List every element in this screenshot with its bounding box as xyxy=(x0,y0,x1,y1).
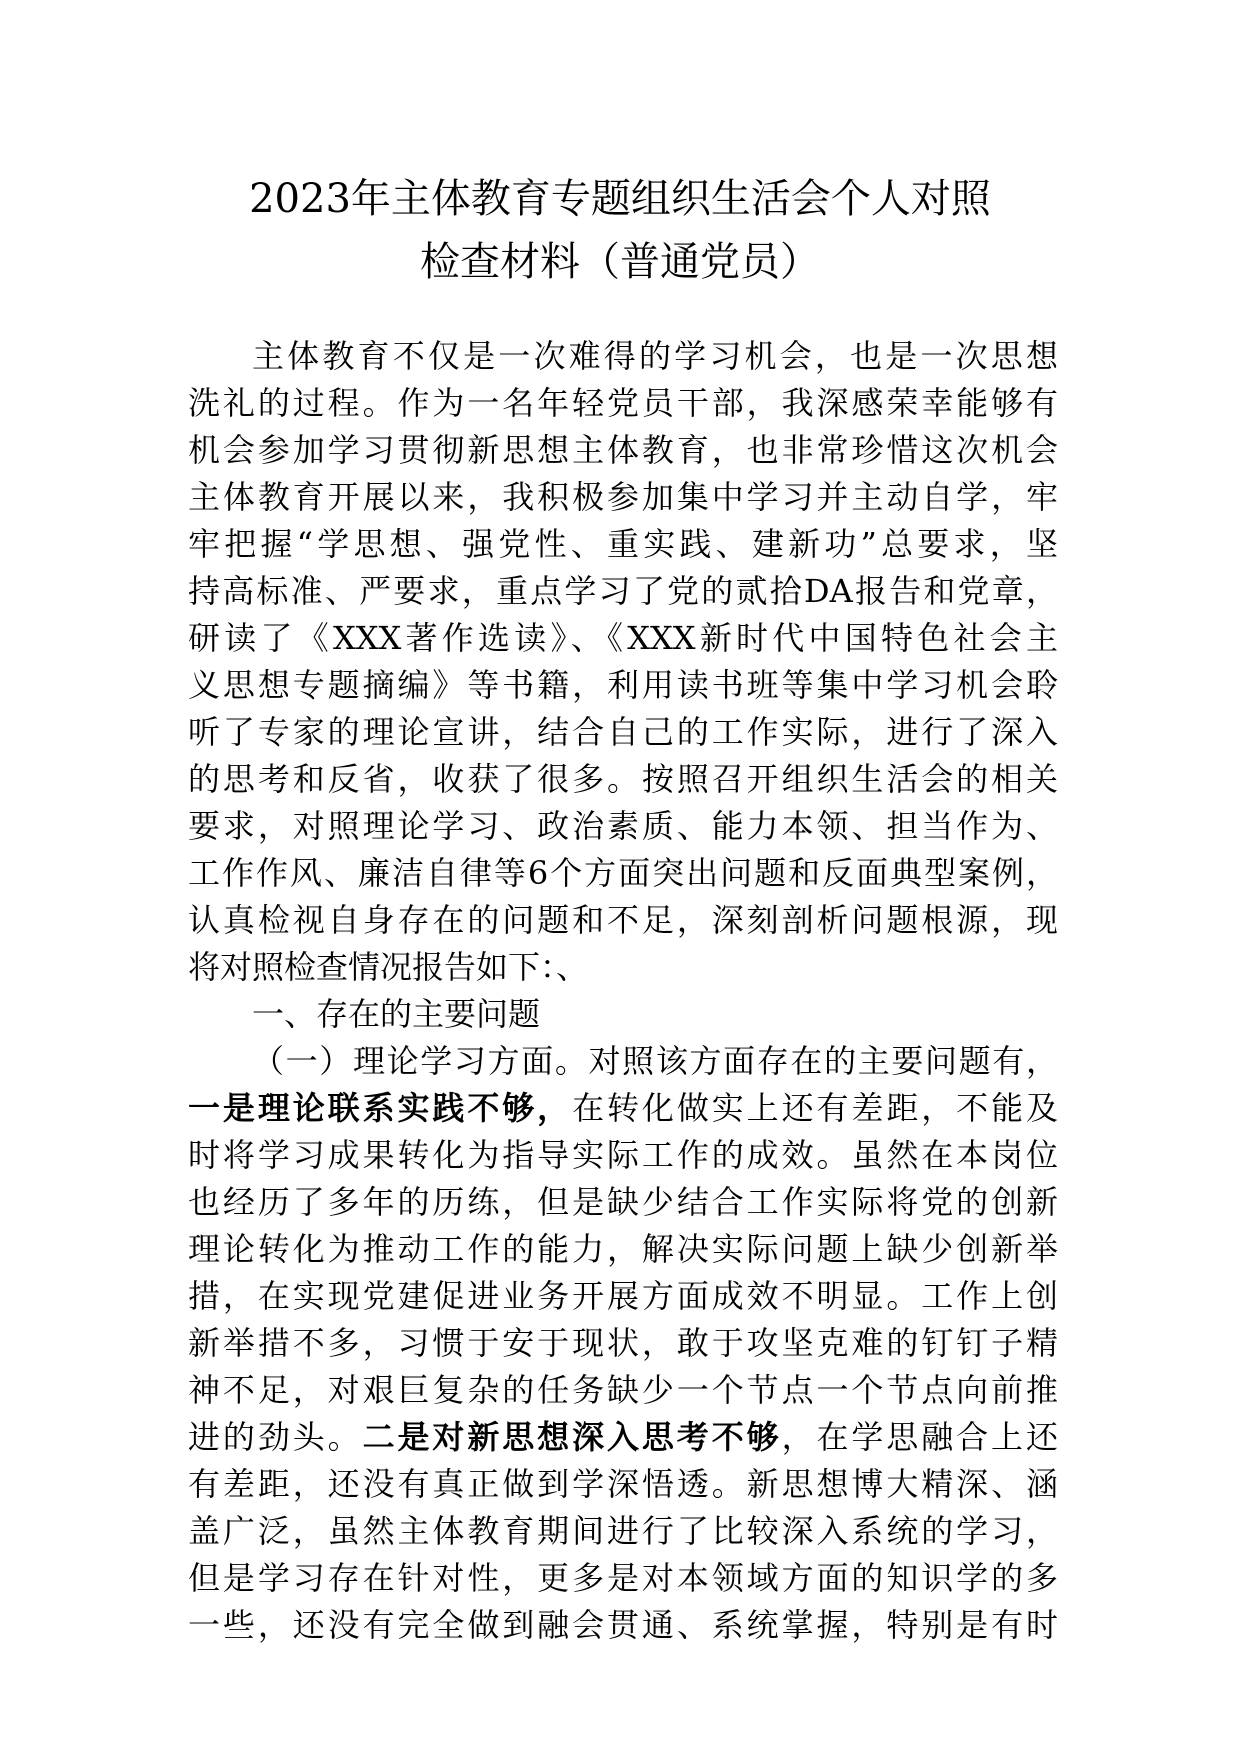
body-line: 进的劲头。二是对新思想深入思考不够，在学思融合上还 xyxy=(188,1418,1058,1456)
body-line: 措，在实现党建促进业务开展方面成效不明显。工作上创 xyxy=(188,1277,1058,1315)
body-line: 但是学习存在针对性，更多是对本领域方面的知识学的多 xyxy=(188,1559,1058,1597)
body-line: 研读了《XXX著作选读》、《XXX新时代中国特色社会主 xyxy=(188,619,1058,657)
body-line: 义思想专题摘编》等书籍，利用读书班等集中学习机会聆 xyxy=(188,666,1058,704)
body-line: 主体教育不仅是一次难得的学习机会，也是一次思想 xyxy=(252,337,1058,375)
body-line: 也经历了多年的历练，但是缺少结合工作实际将党的创新 xyxy=(188,1183,1058,1221)
section-heading: 一、存在的主要问题 xyxy=(252,995,541,1033)
body-line: 要求，对照理论学习、政治素质、能力本领、担当作为、 xyxy=(188,807,1058,845)
body-line: 工作作风、廉洁自律等6个方面突出问题和反面典型案例， xyxy=(188,854,1058,892)
body-line: 牢把握“学思想、强党性、重实践、建新功”总要求，坚 xyxy=(188,525,1058,563)
body-line: 听了专家的理论宣讲，结合自己的工作实际，进行了深入 xyxy=(188,713,1058,751)
document-body xyxy=(188,333,1058,1649)
body-line: 有差距，还没有真正做到学深悟透。新思想博大精深、涵 xyxy=(188,1465,1058,1503)
body-line: 神不足，对艰巨复杂的任务缺少一个节点一个节点向前推 xyxy=(188,1371,1058,1409)
body-line: 一是理论联系实践不够，在转化做实上还有差距，不能及 xyxy=(188,1089,1058,1127)
document-title-line-1: 2023年主体教育专题组织生活会个人对照 xyxy=(249,176,991,222)
body-line: 时将学习成果转化为指导实际工作的成效。虽然在本岗位 xyxy=(188,1136,1058,1174)
body-line: 将对照检查情况报告如下：、 xyxy=(188,948,589,986)
body-line: 盖广泛，虽然主体教育期间进行了比较深入系统的学习， xyxy=(188,1512,1058,1550)
body-line: 新举措不多，习惯于安于现状，敢于攻坚克难的钉钉子精 xyxy=(188,1324,1058,1362)
body-line: 的思考和反省，收获了很多。按照召开组织生活会的相关 xyxy=(188,760,1058,798)
document-title-line-2: 检查材料（普通党员） xyxy=(420,239,820,285)
subsection-heading: （一）理论学习方面。对照该方面存在的主要问题有， xyxy=(252,1042,1058,1080)
body-line: 主体教育开展以来，我积极参加集中学习并主动自学，牢 xyxy=(188,478,1058,516)
emphasis-text: 一是理论联系实践不够， xyxy=(188,1089,573,1127)
emphasis-text: 二是对新思想深入思考不够 xyxy=(362,1418,782,1456)
body-line: 理论转化为推动工作的能力，解决实际问题上缺少创新举 xyxy=(188,1230,1058,1268)
body-line: 洗礼的过程。作为一名年轻党员干部，我深感荣幸能够有 xyxy=(188,384,1058,422)
body-line: 持高标准、严要求，重点学习了党的贰拾DA报告和党章， xyxy=(188,572,1058,610)
body-line: 机会参加学习贯彻新思想主体教育，也非常珍惜这次机会 xyxy=(188,431,1058,469)
body-line: 一些，还没有完全做到融会贯通、系统掌握，特别是有时 xyxy=(188,1606,1058,1644)
body-line: 认真检视自身存在的问题和不足，深刻剖析问题根源，现 xyxy=(188,901,1058,939)
